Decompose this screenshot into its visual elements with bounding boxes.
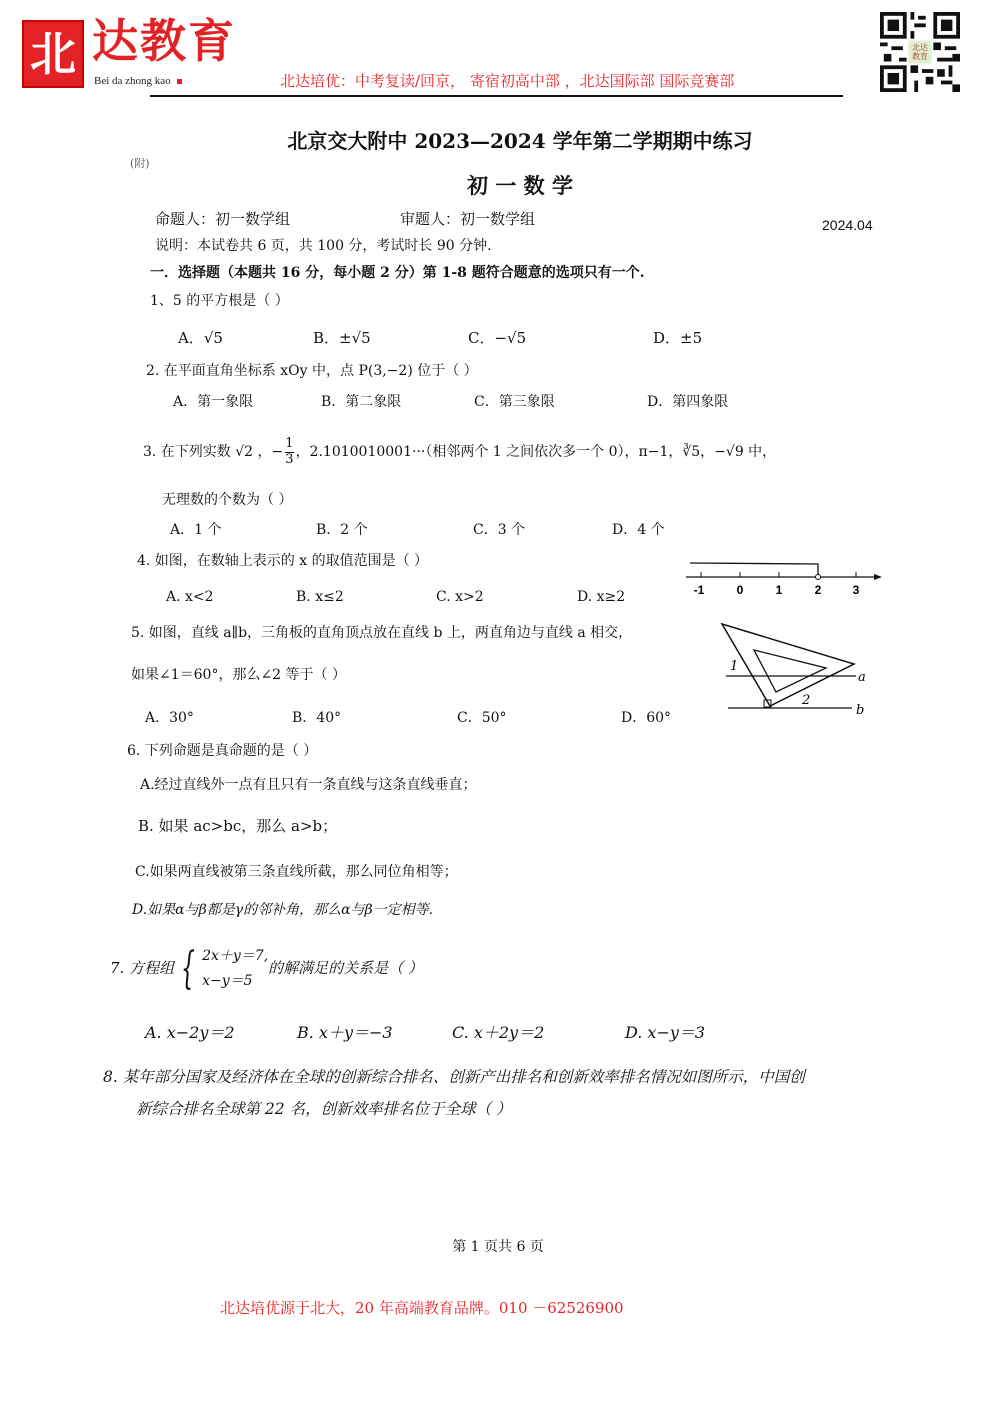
q3-option-b: B．2 个 (316, 522, 368, 538)
q7-stem-part1: 7. 方程组 (110, 959, 175, 977)
question-6-stem: 6. 下列命题是真命题的是（ ） (127, 743, 318, 759)
q1-option-c: C．−√5 (468, 329, 527, 347)
q7-option-d: D. x−y＝3 (625, 1023, 706, 1042)
q2-option-d: D．第四象限 (647, 394, 729, 410)
reviewer: 审题人：初一数学组 (400, 210, 536, 228)
axis-tick-label: -1 (693, 583, 705, 597)
section-heading: 一．选择题（本题共 16 分，每小题 2 分）第 1-8 题符合题意的选项只有一个. (150, 265, 645, 281)
q2-option-a: A．第一象限 (173, 394, 254, 410)
q5-option-d: D．60° (621, 710, 672, 726)
q4-option-a: A. x<2 (166, 589, 214, 605)
q3-option-d: D．4 个 (612, 522, 665, 538)
q7-stem-part2: 的解满足的关系是（ ） (268, 959, 423, 977)
header-slogan: 北达培优：中考复读/回京， 寄宿初高中部 ，北达国际部 国际竞赛部 (280, 72, 735, 90)
page-number: 第 1 页共 6 页 (452, 1239, 544, 1255)
question-5-stem: 5. 如图，直线 a∥b，三角板的直角顶点放在直线 b 上，两直角边与直线 a 相交， (131, 625, 633, 641)
q3-stem-part1: 3. 在下列实数 √2 ，− (143, 444, 284, 460)
q6-option-b: B. 如果 ac>bc，那么 a>b； (138, 817, 338, 835)
line-label: a (858, 670, 866, 685)
q1-option-a: A．√5 (178, 329, 223, 347)
q5-option-b: B．40° (292, 710, 342, 726)
q6-option-d: D.如果α与β都是γ的邻补角，那么α与β一定相等. (132, 902, 434, 918)
author: 命题人：初一数学组 (155, 210, 291, 228)
q4-option-b: B. x≤2 (296, 589, 344, 605)
axis-tick-label: 3 (852, 583, 860, 597)
fraction: $\frac{1}{3}$ (285, 436, 294, 467)
logo-text: 达教育 (92, 14, 236, 68)
header-divider (150, 95, 843, 97)
q2-option-c: C．第三象限 (474, 394, 555, 410)
q3-stem-part2: ，2.1010010001···（相邻两个 1 之间依次多一个 0），π−1，∛5，−√9 中， (295, 444, 777, 460)
question-5-stem-line2: 如果∠1＝60°，那么∠2 等于（ ） (131, 667, 346, 683)
equation-1: 2x＋y＝7, (202, 947, 269, 964)
q3-option-c: C．3 个 (473, 522, 526, 538)
q6-option-c: C.如果两直线被第三条直线所截，那么同位角相等； (135, 864, 458, 880)
question-8-stem: 8. 某年部分国家及经济体在全球的创新综合排名、创新产出排名和创新效率排名情况如图所示，中国创 (103, 1068, 805, 1086)
q1-option-d: D．±5 (653, 329, 703, 347)
q7-option-c: C. x＋2y＝2 (452, 1023, 545, 1042)
number-line-figure (684, 556, 884, 600)
equation-system (202, 944, 268, 994)
logo-mark: 北 (22, 20, 84, 88)
angle-label: 1 (730, 659, 739, 674)
exam-note: 说明：本试卷共 6 页，共 100 分，考试时长 90 分钟. (155, 238, 492, 254)
q3-option-a: A．1 个 (170, 522, 222, 538)
question-3-stem (143, 432, 776, 472)
axis-tick-label: 1 (775, 583, 783, 597)
line-label: b (856, 703, 865, 718)
exam-subject: 初 一 数 学 (467, 173, 573, 198)
logo-subtitle: Bei da zhong kao (94, 76, 182, 87)
triangle-figure (718, 620, 874, 724)
exam-date: 2024.04 (822, 217, 873, 233)
q6-option-a: A.经过直线外一点有且只有一条直线与这条直线垂直； (140, 777, 477, 793)
axis-tick-label: 0 (736, 583, 744, 597)
axis-tick-label: 2 (814, 583, 822, 597)
q4-option-c: C. x>2 (436, 589, 484, 605)
q5-option-c: C．50° (457, 710, 507, 726)
q4-option-d: D. x≥2 (577, 589, 626, 605)
q7-option-a: A. x−2y＝2 (145, 1023, 235, 1042)
q2-option-b: B．第二象限 (321, 394, 402, 410)
stray-mark: (附) (130, 157, 150, 170)
exam-title: 北京交大附中 2023—2024 学年第二学期期中练习 (287, 129, 753, 153)
q1-option-b: B．±√5 (313, 329, 371, 347)
equation-2: x−y＝5 (202, 973, 253, 989)
question-8-stem-line2: 新综合排名全球第 22 名，创新效率排名位于全球（ ） (136, 1100, 512, 1118)
question-7-stem (110, 943, 423, 994)
question-3-stem-line2: 无理数的个数为（ ） (162, 492, 293, 508)
angle-label: 2 (802, 693, 811, 708)
q5-option-a: A．30° (145, 710, 194, 726)
qr-code-label: 北达教育 (912, 43, 928, 61)
bottom-advert: 北达培优源于北大，20 年高端教育品牌。010 －62526900 (220, 1299, 624, 1317)
brace-icon: { (181, 943, 196, 994)
question-4-stem: 4. 如图，在数轴上表示的 x 的取值范围是（ ） (137, 553, 429, 569)
question-2-stem: 2. 在平面直角坐标系 xOy 中，点 P(3,−2) 位于（ ） (146, 363, 478, 379)
question-1-stem: 1、5 的平方根是（ ） (150, 293, 289, 309)
q7-option-b: B. x＋y＝−3 (297, 1023, 393, 1042)
